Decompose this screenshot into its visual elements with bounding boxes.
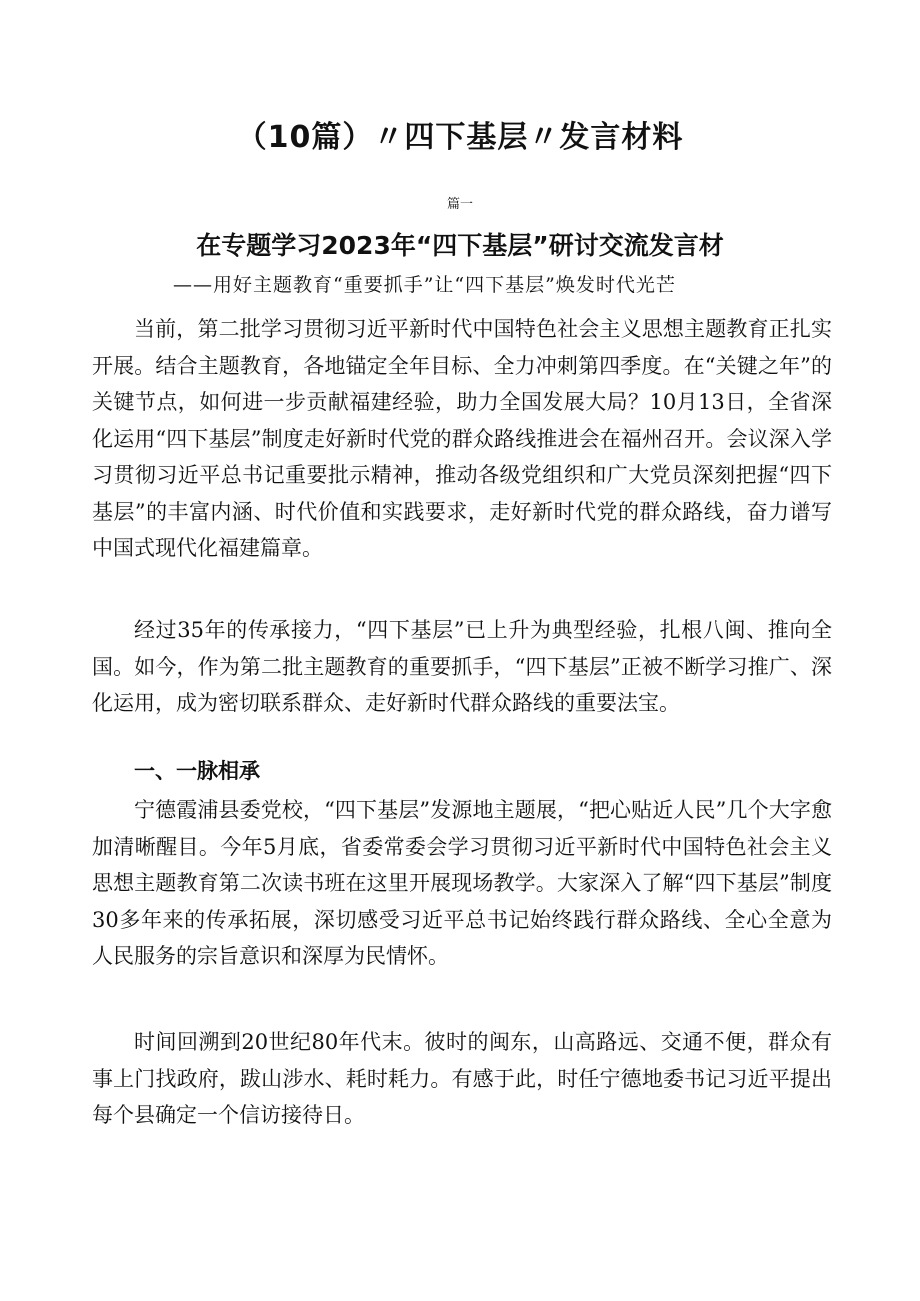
document-title: （10篇）〃四下基层〃发言材料 — [236, 120, 684, 155]
paragraph-heritage: 经过35年的传承接力，“四下基层”已上升为典型经验，扎根八闽、推向全国。如今，作为第二批主题教育的重要抓手，“四下基层”正被不断学习推广、深化运用，成为密切联系群众、走好新时代群众路线的重要法宝。 — [92, 618, 832, 715]
section-label: 篇一 — [446, 197, 473, 212]
section-heading: 一、一脉相承 — [134, 759, 260, 783]
paragraph-history: 时间回溯到20世纪80年代末。彼时的闽东，山高路远、交通不便，群众有事上门找政府，跋山涉水、耗时耗力。有感于此，时任宁德地委书记习近平提出每个县确定一个信访接待日。 — [92, 1030, 832, 1127]
article-title: 在专题学习2023年“四下基层”研讨交流发言材 — [196, 231, 724, 260]
paragraph-exhibition: 宁德霞浦县委党校，“四下基层”发源地主题展，“把心贴近人民”几个大字愈加清晰醒目。今年5月底，省委常委会学习贯彻习近平新时代中国特色社会主义思想主题教育第二次读书班在这里开展现场教学。大家深入了解“四下基层”制度30多年来的传承拓展，深切感受习近平总书记始终践行群众路线、全心全意为人民服务的宗旨意识和深厚为民情怀。 — [92, 798, 832, 968]
article-subtitle: ——用好主题教育“重要抓手”让“四下基层”焕发时代光芒 — [173, 274, 676, 296]
paragraph-intro: 当前，第二批学习贯彻习近平新时代中国特色社会主义思想主题教育正扎实开展。结合主题教育，各地锚定全年目标、全力冲刺第四季度。在“关键之年”的关键节点，如何进一步贡献福建经验，助力全国发展大局？10月13日，全省深化运用“四下基层”制度走好新时代党的群众路线推进会在福州召开。会议深入学习贯彻习近平总书记重要批示精神，推动各级党组织和广大党员深刻把握“四下基层”的丰富内涵、时代价值和实践要求，走好新时代党的群众路线，奋力谱写中国式现代化福建篇章。 — [92, 317, 832, 560]
